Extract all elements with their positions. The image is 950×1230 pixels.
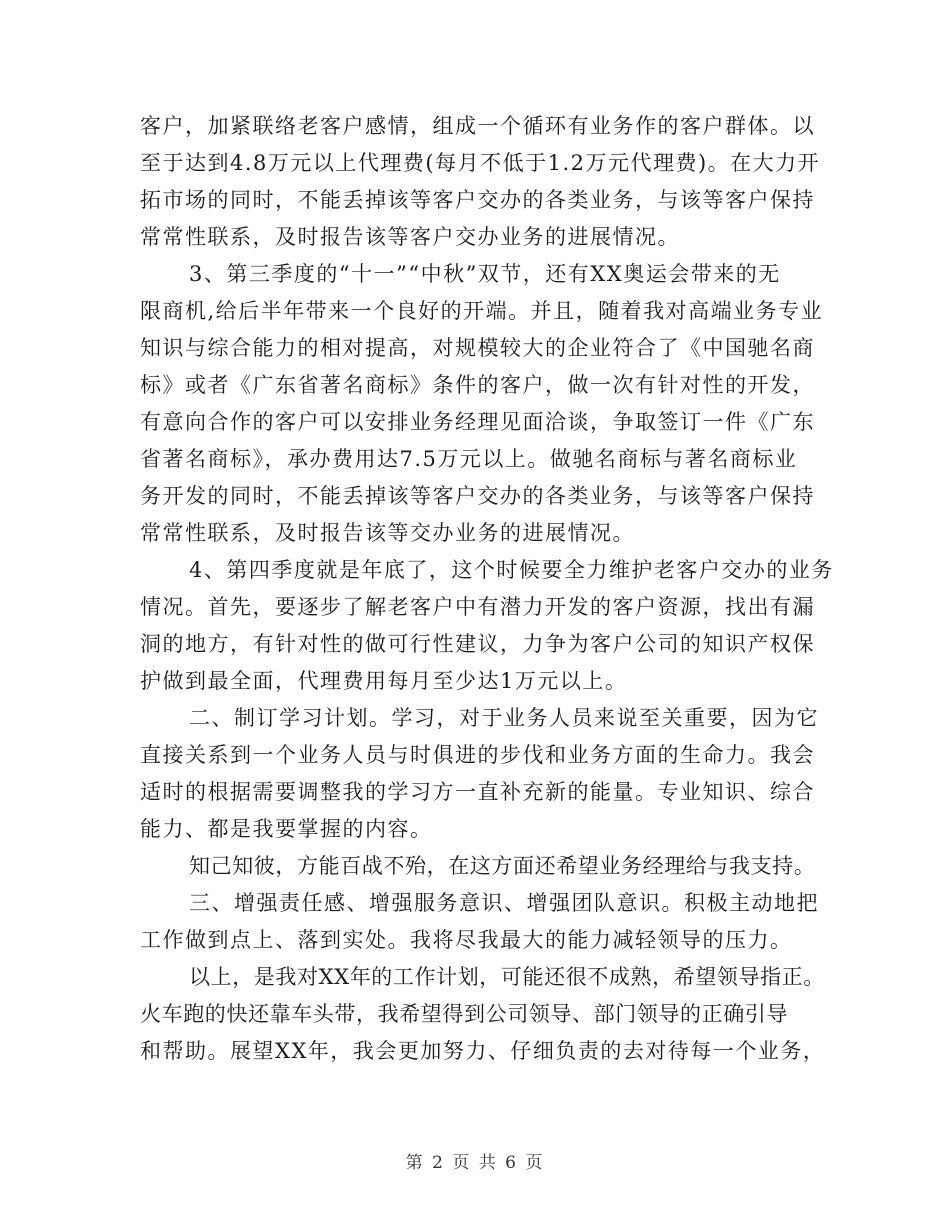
body-text (140, 108, 834, 1070)
text-line: 情况。首先，要逐步了解老客户中有潜力开发的客户资源，找出有漏 (140, 595, 815, 619)
paragraph-start: 二、制订学习计划。学习，对于业务人员来说至关重要，因为它 (189, 706, 819, 730)
text-line: 拓市场的同时，不能丢掉该等客户交办的各类业务，与该等客户保持 (140, 188, 815, 212)
text-line: 和帮助。展望XX年，我会更加努力、仔细负责的去对待每一个业务， (140, 1039, 826, 1063)
text-line: 知识与综合能力的相对提高，对规模较大的企业符合了《中国驰名商 (140, 336, 815, 360)
text-line: 护做到最全面，代理费用每月至少达1万元以上。 (140, 669, 628, 693)
text-line: 务开发的同时，不能丢掉该等客户交办的各类业务，与该等客户保持 (140, 484, 815, 508)
text-line: 常常性联系，及时报告该等客户交办业务的进展情况。 (140, 225, 680, 249)
text-line: 标》或者《广东省著名商标》条件的客户，做一次有针对性的开发， (140, 373, 815, 397)
paragraph-start: 以上，是我对XX年的工作计划，可能还很不成熟，希望领导指正。 (189, 965, 825, 989)
paragraph-start: 三、增强责任感、增强服务意识、增强团队意识。积极主动地把 (189, 891, 819, 915)
paragraph-start: 知己知彼，方能百战不殆，在这方面还希望业务经理给与我支持。 (189, 854, 816, 878)
text-line: 火车跑的快还靠车头带，我希望得到公司领导、部门领导的正确引导 (140, 1002, 788, 1026)
text-line: 有意向合作的客户可以安排业务经理见面洽谈，争取签订一件《广东 (140, 410, 815, 434)
text-line: 常常性联系，及时报告该等交办业务的进展情况。 (140, 521, 635, 545)
text-line: 能力、都是我要掌握的内容。 (140, 817, 433, 841)
page-number-footer: 第 2 页 共 6 页 (405, 1153, 545, 1173)
text-line: 洞的地方，有针对性的做可行性建议，力争为客户公司的知识产权保 (140, 632, 815, 656)
paragraph-start: 4、第四季度就是年底了，这个时候要全力维护老客户交办的业务 (189, 558, 834, 582)
text-line: 直接关系到一个业务人员与时俱进的步伐和业务方面的生命力。我会 (140, 743, 815, 767)
text-line: 省著名商标》，承办费用达7.5万元以上。做驰名商标与著名商标业 (140, 447, 798, 471)
text-line: 至于达到4.8万元以上代理费(每月不低于1.2万元代理费)。在大力开 (140, 151, 821, 175)
text-line: 客户，加紧联络老客户感情，组成一个循环有业务作的客户群体。以 (140, 114, 815, 138)
text-line: 工作做到点上、落到实处。我将尽我最大的能力减轻领导的压力。 (140, 928, 793, 952)
text-line: 限商机,给后半年带来一个良好的开端。并且，随着我对高端业务专业 (140, 299, 824, 323)
paragraph-start: 3、第三季度的“十一”“中秋”双节，还有XX奥运会带来的无 (189, 262, 781, 286)
text-line: 适时的根据需要调整我的学习方一直补充新的能量。专业知识、综合 (140, 780, 815, 804)
